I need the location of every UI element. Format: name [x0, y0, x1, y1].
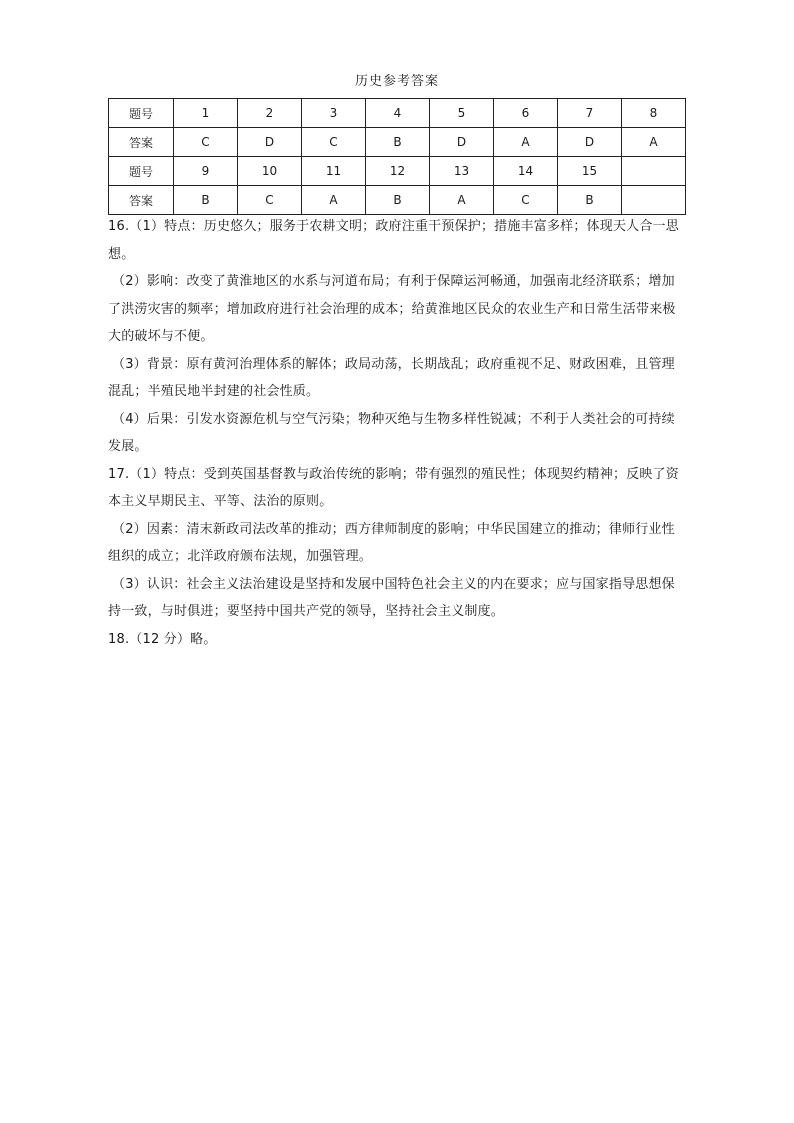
answer-table — [108, 98, 686, 215]
table-cell: A — [430, 186, 494, 215]
table-cell: 8 — [622, 99, 686, 128]
row-label: 答案 — [109, 128, 174, 157]
table-row — [109, 99, 686, 128]
table-cell: 14 — [494, 157, 558, 186]
answer-16-4: （4）后果：引发水资源危机与空气污染；物种灭绝与生物多样性锐减；不利于人类社会的可持续发展。 — [108, 411, 675, 454]
answer-17-2: （2）因素：清末新政司法改革的推动；西方律师制度的影响；中华民国建立的推动；律师行业性组织的成立；北洋政府颁布法规，加强管理。 — [108, 521, 675, 564]
row-label: 答案 — [109, 186, 174, 215]
table-cell: A — [302, 186, 366, 215]
table-cell: 15 — [558, 157, 622, 186]
table-cell: 2 — [238, 99, 302, 128]
table-cell: B — [366, 186, 430, 215]
table-cell: C — [302, 128, 366, 157]
answer-17-3: （3）认识：社会主义法治建设是坚持和发展中国特色社会主义的内在要求；应与国家指导思想保持一致，与时俱进；要坚持中国共产党的领导，坚持社会主义制度。 — [108, 576, 675, 619]
table-row — [109, 157, 686, 186]
table-cell: A — [622, 128, 686, 157]
page-title: 历史参考答案 — [354, 74, 439, 89]
answer-16-1: 16.（1）特点：历史悠久；服务于农耕文明；政府注重干预保护；措施丰富多样；体现天人合一思想。 — [108, 219, 679, 262]
table-cell: 5 — [430, 99, 494, 128]
table-cell: B — [366, 128, 430, 157]
table-cell: C — [174, 128, 238, 157]
table-cell: 6 — [494, 99, 558, 128]
table-cell: B — [558, 186, 622, 215]
answer-16-3: （3）背景：原有黄河治理体系的解体；政局动荡，长期战乱；政府重视不足、财政困难，且管理混乱；半殖民地半封建的社会性质。 — [108, 356, 675, 399]
table-cell: 10 — [238, 157, 302, 186]
table-cell: C — [494, 186, 558, 215]
table-cell: D — [430, 128, 494, 157]
table-cell: 7 — [558, 99, 622, 128]
answer-explanations — [108, 213, 688, 653]
row-label: 题号 — [109, 99, 174, 128]
table-row — [109, 186, 686, 215]
table-cell — [622, 157, 686, 186]
table-cell: 1 — [174, 99, 238, 128]
table-cell: A — [494, 128, 558, 157]
table-cell: 4 — [366, 99, 430, 128]
table-cell: B — [174, 186, 238, 215]
answer-18: 18.（12 分）略。 — [108, 631, 217, 647]
table-cell: 3 — [302, 99, 366, 128]
answer-17-1: 17.（1）特点：受到英国基督教与政治传统的影响；带有强烈的殖民性；体现契约精神；反映了资本主义早期民主、平等、法治的原则。 — [108, 466, 679, 509]
table-cell — [622, 186, 686, 215]
table-cell: 13 — [430, 157, 494, 186]
row-label: 题号 — [109, 157, 174, 186]
table-cell: D — [558, 128, 622, 157]
table-cell: C — [238, 186, 302, 215]
table-row — [109, 128, 686, 157]
table-cell: 11 — [302, 157, 366, 186]
answer-16-2: （2）影响：改变了黄淮地区的水系与河道布局；有利于保障运河畅通，加强南北经济联系；增加了洪涝灾害的频率；增加政府进行社会治理的成本；给黄淮地区民众的农业生产和日常生活带来极大的破坏与不便。 — [108, 274, 676, 344]
table-cell: 12 — [366, 157, 430, 186]
table-cell: D — [238, 128, 302, 157]
table-cell: 9 — [174, 157, 238, 186]
